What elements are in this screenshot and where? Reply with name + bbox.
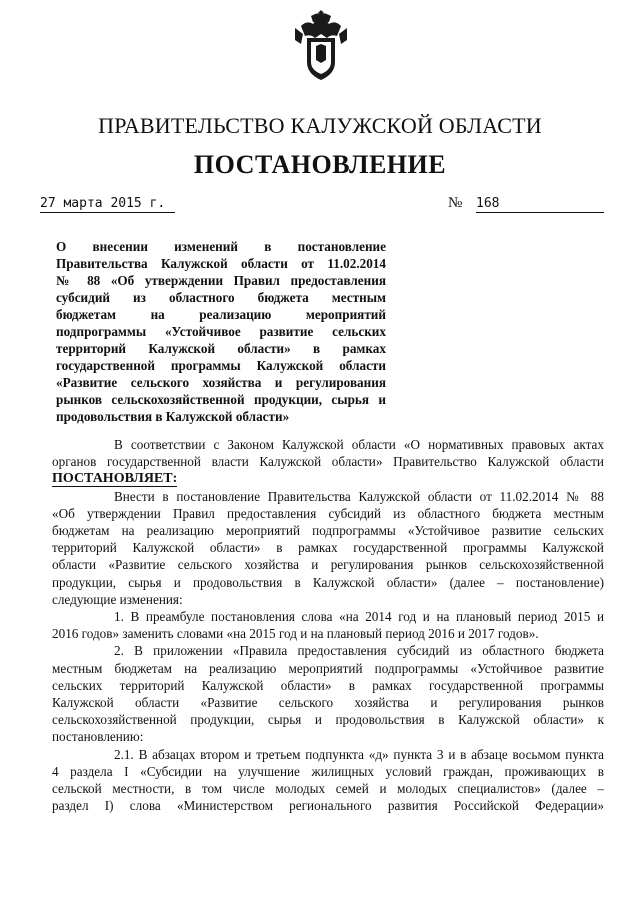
body-line: продукции, сырья и продовольствия в Калужской области» (далее – постановление)	[52, 574, 604, 590]
document-number: 168	[476, 196, 604, 213]
subject-line: О внесении изменений в постановление	[56, 239, 386, 254]
body-line: органов государственной власти Калужской области» Правительство Калужской области	[52, 454, 604, 470]
subject-line: Правительства Калужской области от 11.02.2014	[56, 256, 386, 271]
body-line: 1. В преамбуле постановления слова «на 2014 год и на плановый период 2015 и	[114, 609, 604, 625]
document-type-title: ПОСТАНОВЛЕНИЕ	[193, 150, 447, 179]
subject-line: № 88 «Об утверждении Правил предоставления	[56, 273, 386, 288]
body-line: 2. В приложении «Правила предоставления субсидий из областного бюджета	[114, 643, 604, 659]
body-line: сельской местности, в том числе молодых семей и молодых специалистов» (далее –	[52, 781, 604, 797]
body-line: территорий Калужской области» в рамках государственной программы Калужской	[52, 540, 604, 556]
body-line: Калужской области «Развитие сельского хозяйства и регулирования рынков	[52, 695, 604, 711]
body-line: Внести в постановление Правительства Калужской области от 11.02.2014 № 88	[114, 488, 604, 504]
subject-line: бюджетам на реализацию мероприятий	[56, 307, 386, 322]
subject-line: субсидий из областного бюджета местным	[56, 290, 386, 305]
body-line: области «Развитие сельского хозяйства и регулирования рынков сельскохозяйственной	[52, 557, 604, 573]
body-line: 2016 годов» заменить словами «на 2015 год и на плановый период 2016 и 2017 годов».	[52, 626, 539, 642]
body-line: следующие изменения:	[52, 591, 183, 607]
resolves-heading	[52, 470, 604, 487]
resolves-word: ПОСТАНОВЛЯЕТ:	[52, 471, 178, 487]
subject-line: территорий Калужской области» в рамках	[56, 341, 386, 356]
subject-line: продовольствия в Калужской области»	[56, 409, 290, 424]
number-sign: №	[448, 195, 463, 211]
subject-line: рынков сельскохозяйственной продукции, сырья и	[56, 392, 386, 407]
document-date: 27 марта 2015 г.	[40, 196, 175, 213]
body-line: сельских территорий Калужской области» в рамках государственной программы	[52, 677, 604, 693]
body-line: сельскохозяйственной продукции, сырья и продовольствия в Калужской области» к	[52, 712, 604, 728]
government-title: ПРАВИТЕЛЬСТВО КАЛУЖСКОЙ ОБЛАСТИ	[98, 113, 542, 138]
subject-line: государственной программы Калужской области	[56, 358, 386, 373]
coat-of-arms-emblem	[293, 8, 349, 84]
body-line: бюджетам на реализацию мероприятий подпрограммы «Устойчивое развитие сельских	[52, 523, 604, 539]
document-body	[52, 436, 604, 814]
body-line: 2.1. В абзацах втором и третьем подпункта «д» пункта 3 и в абзаце восьмом пункта	[114, 746, 604, 762]
body-line: раздел I) слова «Министерством регионального развития Российской Федерации»	[52, 798, 604, 814]
document-subject	[56, 238, 386, 425]
body-line: «Об утверждении Правил предоставления субсидий из областного бюджета местным	[52, 505, 604, 521]
body-line: местным бюджетам на реализацию мероприятий подпрограммы «Устойчивое развитие	[52, 660, 604, 676]
subject-line: «Развитие сельского хозяйства и регулирования	[56, 375, 386, 390]
body-line: В соответствии с Законом Калужской области «О нормативных правовых актах	[114, 437, 604, 452]
body-line: постановлению:	[52, 729, 144, 745]
subject-line: подпрограммы «Устойчивое развитие сельских	[56, 324, 386, 339]
body-line: 4 раздела I «Субсидии на улучшение жилищных условий граждан, проживающих в	[52, 763, 604, 779]
